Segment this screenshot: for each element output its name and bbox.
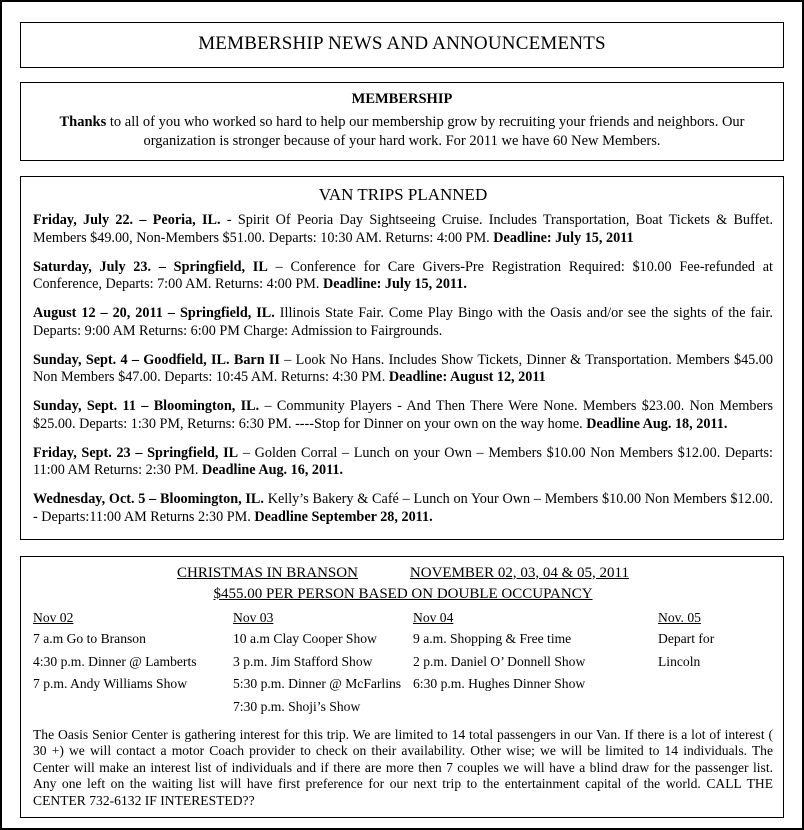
trip-details: – Golden Corral – Lunch on your Own – Members $10.00 Non Members $12.00. Departs: 11:00 AM Returns: 2:30 PM. xyxy=(33,444,773,479)
schedule-column-header: Nov 03 xyxy=(233,609,274,625)
trip-item xyxy=(33,352,773,388)
trip-item xyxy=(33,445,773,481)
van-trips-section xyxy=(20,176,784,540)
schedule-cell: Lincoln xyxy=(658,653,701,669)
branson-schedule-table xyxy=(33,611,773,723)
schedule-cell: 5:30 p.m. Dinner @ McFarlins xyxy=(233,676,402,692)
trip-details: – Community Players - And Then There Were None. Members $23.00. Non Members $25.00. Departs: 1:30 PM, Returns: 6:30 PM. ----Stop for Dinner on your own on the way home. xyxy=(33,398,773,432)
trip-deadline: Deadline Aug. 18, 2011. xyxy=(586,415,728,432)
schedule-cell: 3 p.m. Jim Stafford Show xyxy=(233,653,373,669)
membership-lead: Thanks xyxy=(59,114,107,130)
membership-body xyxy=(35,113,769,150)
schedule-cell: 4:30 p.m. Dinner @ Lamberts xyxy=(33,653,197,669)
header-box xyxy=(20,22,784,68)
trip-lead: Friday, July 22. – Peoria, IL. xyxy=(33,212,221,229)
schedule-cell: 9 a.m. Shopping & Free time xyxy=(413,631,572,647)
schedule-column-header: Nov 04 xyxy=(413,609,454,625)
trip-item xyxy=(33,491,773,527)
trip-details: – Look No Hans. Includes Show Tickets, Dinner & Transportation. Members $45.00 Non Members $47.00. Departs: 10:45 AM. Returns: 4:30 PM. xyxy=(33,351,773,386)
branson-section xyxy=(20,556,784,819)
trip-lead: Saturday, July 23. – Springfield, IL xyxy=(33,258,268,275)
trip-lead: Sunday, Sept. 11 – Bloomington, IL. xyxy=(33,398,260,415)
trip-details: – Conference for Care Givers-Pre Registration Required: $10.00 Fee-refunded at Conference, Departs: 7:00 AM. Returns: 4:00 PM. xyxy=(33,258,773,293)
trip-lead: August 12 – 20, 2011 – Springfield, IL. xyxy=(33,305,275,322)
trip-item xyxy=(33,398,773,434)
trip-item xyxy=(33,212,773,248)
trip-lead: Sunday, Sept. 4 – Goodfield, IL. Barn II xyxy=(33,351,280,368)
branson-note: The Oasis Senior Center is gathering interest for this trip. We are limited to 14 total passengers in our Van. If there is a lot of interest ( 30 +) we will contact a motor Coach provider to check on their availability. Other wise; we will be limited to 14 individuals. The Center will make an interest list of individuals and if there are more then 7 couples we will have a blind draw for the passenger list. Any one left on the waiting list will have first preference for our next trip to the entertainment capital of the world. CALL THE CENTER 732-6132 IF INTERESTED?? xyxy=(33,726,773,808)
schedule-column-header: Nov. 05 xyxy=(658,609,701,625)
schedule-cell xyxy=(33,700,233,723)
schedule-cell: 2 p.m. Daniel O’ Donnell Show xyxy=(413,653,586,669)
branson-dates: NOVEMBER 02, 03, 04 & 05, 2011 xyxy=(409,564,629,581)
schedule-cell: 7:30 p.m. Shoji’s Show xyxy=(233,698,361,714)
schedule-cell xyxy=(658,677,773,700)
trip-deadline: Deadline September 28, 2011. xyxy=(254,508,433,525)
membership-title: MEMBERSHIP xyxy=(351,91,453,107)
page-title: MEMBERSHIP NEWS AND ANNOUNCEMENTS xyxy=(198,33,606,54)
schedule-cell: 7 p.m. Andy Williams Show xyxy=(33,676,188,692)
membership-text: to all of you who worked so hard to help our membership grow by recruiting your friends and neighbors. Our organization is stronger because of your hard work. For 2011 we have 60 New Members. xyxy=(106,114,745,149)
trip-deadline: Deadline: July 15, 2011 xyxy=(493,229,634,246)
branson-heading xyxy=(33,565,773,582)
trip-deadline: Deadline: August 12, 2011 xyxy=(388,369,546,386)
trip-item xyxy=(33,259,773,295)
trip-details: Kelly’s Bakery & Café – Lunch on Your Own – Members $10.00 Non Members $12.00. - Departs:11:00 AM Returns 2:30 PM. xyxy=(33,491,773,525)
schedule-cell: Depart for xyxy=(658,631,715,647)
van-trips-title: VAN TRIPS PLANNED xyxy=(318,185,488,205)
branson-title: CHRISTMAS IN BRANSON xyxy=(177,564,358,581)
schedule-cell: 7 a.m Go to Branson xyxy=(33,631,146,647)
membership-section xyxy=(20,82,784,161)
schedule-cell xyxy=(658,700,773,723)
schedule-cell xyxy=(413,700,658,723)
trip-deadline: Deadline: July 15, 2011. xyxy=(323,276,467,293)
trip-details: - Spirit Of Peoria Day Sightseeing Cruise. Includes Transportation, Boat Tickets & Buffet. Members $49.00, Non-Members $51.00. Departs: 10:30 AM. Returns: 4:00 PM. xyxy=(33,212,773,246)
trip-details: Illinois State Fair. Come Play Bingo with the Oasis and/or see the sights of the fair. Departs: 9:00 AM Returns: 6:00 PM Charge: Admission to Fairgrounds. xyxy=(33,305,773,339)
trip-deadline: Deadline Aug. 16, 2011. xyxy=(201,462,344,479)
schedule-cell: 10 a.m Clay Cooper Show xyxy=(233,631,377,647)
branson-price: $455.00 PER PERSON BASED ON DOUBLE OCCUPANCY xyxy=(213,585,593,602)
trip-lead: Friday, Sept. 23 – Springfield, IL xyxy=(33,444,239,461)
schedule-cell: 6:30 p.m. Hughes Dinner Show xyxy=(413,676,586,692)
trip-item xyxy=(33,305,773,341)
schedule-column-header: Nov 02 xyxy=(33,609,74,625)
trip-lead: Wednesday, Oct. 5 – Bloomington, IL. xyxy=(33,491,264,508)
